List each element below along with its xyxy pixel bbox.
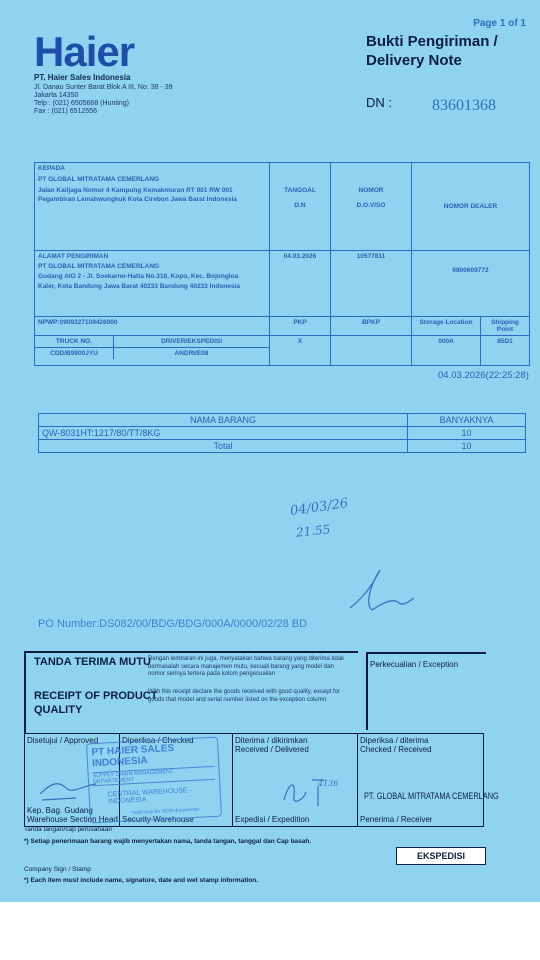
nomor-value: 10577811	[331, 251, 412, 317]
pkp-label: PKP	[270, 317, 331, 336]
kepada-label: KEPADA	[38, 165, 65, 172]
bpkp-label: BPKP	[331, 317, 412, 336]
storage-value: 000A	[412, 336, 481, 366]
driver-label: DRIVER/EKSPEDISI	[114, 336, 270, 348]
dealer-label: NOMOR DEALER	[443, 203, 498, 210]
kepada-address: Pegambiran Lemahwungkuk Kota Cirebon Jawa Barat Indonesia	[38, 196, 238, 203]
checked-received-label: Diperiksa / diterima	[360, 736, 429, 745]
alamat-label: ALAMAT PENGIRIMAN	[38, 253, 109, 260]
checked-received-label-en: Checked / Received	[360, 745, 432, 754]
dn-label: DN :	[366, 95, 392, 110]
driver-value: ANDRI/E08	[114, 348, 270, 360]
receipt-title: QUALITY	[34, 704, 83, 716]
handwritten-date: 04/03/26	[289, 496, 350, 519]
tanggal-label: TANGGAL	[284, 187, 316, 194]
footer-note-en: *) Each item must include name, signature, date and wet stamp information.	[24, 877, 259, 884]
receiver-company-stamp: PT. GLOBAL MITRATAMA CEMERLANG	[364, 791, 499, 801]
kepada-name: PT GLOBAL MITRATAMA CEMERLANG	[38, 176, 160, 183]
stamp-line: CENTRAL WAREHOUSE - INDONESIA	[107, 787, 193, 806]
receiver-cell	[358, 734, 484, 827]
dealer-value: 6800609772	[412, 251, 530, 317]
items-table	[38, 413, 526, 453]
shipping-value: 85D1	[481, 336, 530, 366]
truck-label: TRUCK NO.	[35, 336, 114, 348]
nomor-label: NOMOR	[358, 187, 384, 194]
receipt-title: RECEIPT OF PRODUCT	[34, 690, 158, 702]
handwritten-time: 21.55	[295, 522, 331, 540]
warehouse-section-head: Warehouse Section Head	[27, 815, 118, 824]
footer-note-id: *) Setiap penerimaan barang wajib menyertakan nama, tanda tangan, tanggal dan Cap basah.	[24, 838, 312, 845]
item-name: QW-8031HT:1217/80/TT/8KG	[39, 427, 408, 440]
address-line: Telp : (021) 6505668 (Hunting)	[34, 100, 129, 107]
checked-label: Diperiksa / Checked	[122, 736, 194, 745]
footer-company-sign: Tanda tangan/cap perusahaan	[24, 826, 112, 833]
kepada-address: Jalan Kalijaga Nomor 4 Kampung Kemakmuran RT 001 RW 001	[38, 187, 233, 194]
company-address	[34, 84, 173, 116]
truck-driver-cell	[35, 336, 270, 366]
pkp-value: X	[270, 336, 331, 366]
expedition-signature	[278, 770, 358, 816]
receipt-of-product	[34, 689, 157, 717]
security-warehouse: Security Warehouse	[122, 815, 194, 824]
table-row	[39, 427, 526, 440]
kep-bag-gudang: Kep. Bag. Gudang	[27, 806, 93, 815]
tanggal-header	[270, 163, 331, 251]
dealer-header	[412, 163, 530, 251]
stamp-line: PT HAIER SALES INDONESIA	[91, 742, 175, 770]
page-indicator: Page 1 of 1	[473, 18, 526, 29]
dn-number: 83601368	[432, 97, 496, 114]
stamp-line: SUPPLY CHAIN MANAGEMENT DEPARTEMENT	[93, 766, 216, 786]
ekspedisi-box: EKSPEDISI	[396, 847, 486, 865]
approved-label: Disetujui / Approved	[27, 736, 99, 745]
col-banyaknya: BANYAKNYA	[408, 414, 526, 427]
alamat-address: Kaler, Kota Bandung Jawa Barat 40233 Bandung 40233 Indonesia	[38, 283, 240, 290]
shipping-label: Shipping Point	[481, 317, 530, 336]
received-label: Diterima / dikirimkan	[235, 736, 308, 745]
nomor-header	[331, 163, 412, 251]
total-label: Total	[39, 440, 408, 453]
company-name: PT. Haier Sales Indonesia	[34, 73, 131, 82]
alamat-address: Gudang AIO 2 - Jl. Soekarno-Hatta No.318, Kopo, Kec. Bojongloa	[38, 273, 239, 280]
alamat-cell	[35, 251, 270, 317]
title-line: Delivery Note	[366, 52, 462, 69]
document-title	[366, 32, 498, 70]
address-line: Jakarta 14350	[34, 92, 79, 99]
npwp: NPWP:0909327109426000	[38, 319, 118, 326]
address-line: Fax : (021) 6512556	[34, 108, 98, 115]
signature-scribble	[340, 560, 420, 620]
receiver-label: Penerima / Receiver	[360, 815, 433, 824]
kepada-cell	[35, 163, 270, 251]
address-line: Jl. Danau Sunter Barat Blok A III, No. 38 - 39	[34, 84, 173, 91]
po-number: PO Number:DS082/00/BDG/BDG/000A/0000/02/28 BD	[38, 618, 308, 630]
bpkp-value	[331, 336, 412, 366]
col-nama-barang: NAMA BARANG	[39, 414, 408, 427]
tanda-terima-mutu: TANDA TERIMA MUTU	[34, 656, 151, 668]
approved-signature	[36, 770, 116, 810]
expedition-label: Expedisi / Expedition	[235, 815, 310, 824]
exception-label: Perkecualian / Exception	[370, 660, 459, 669]
total-value: 10	[408, 440, 526, 453]
haier-logo: Haier	[34, 28, 135, 75]
print-timestamp: 04.03.2026(22:25:28)	[438, 370, 529, 381]
svg-text:4136: 4136	[318, 779, 339, 788]
npwp-cell	[35, 317, 270, 336]
storage-label: Storage Location	[412, 317, 481, 336]
receipt-text-en: With this receipt declare the goods received with good quality, except for goods that model and serial number listed on the exception column	[148, 689, 340, 703]
tanggal-value: 04.03.2026	[270, 251, 331, 317]
nomor-label: D.O.V/SO	[356, 202, 386, 209]
delivered-label: Received / Delivered	[235, 745, 309, 754]
truck-value: CDD/B9800JYU	[35, 348, 114, 360]
tanggal-label: D.N	[294, 202, 306, 209]
footer-company-stamp: Company Sign / Stamp	[24, 866, 91, 873]
stamp-line: "valid only for SCM documents"	[130, 806, 201, 817]
receipt-text-id: Dengan lembaran ini juga, menyatakan bahwa barang yang diterima tidak bermasalah secara manajemen mutu, kecuali barang yang model dan nomor serinya tertera pada kolom pengecualian	[148, 656, 345, 677]
title-line: Bukti Pengiriman /	[366, 33, 498, 50]
alamat-name: PT GLOBAL MITRATAMA CEMERLANG	[38, 263, 160, 270]
item-qty: 10	[408, 427, 526, 440]
info-table	[34, 162, 530, 366]
truck-driver-table	[35, 336, 269, 359]
